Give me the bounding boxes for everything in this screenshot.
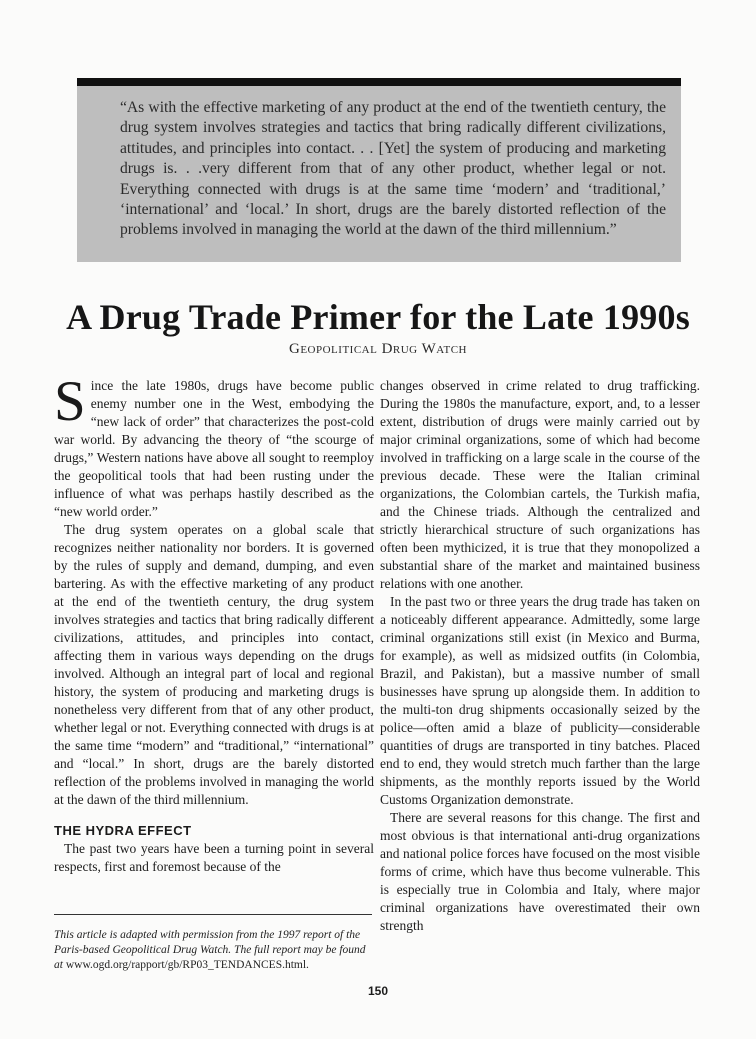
article-title: A Drug Trade Primer for the Late 1990s [66, 297, 690, 337]
page-number: 150 [367, 984, 389, 998]
pull-quote-box [77, 78, 681, 262]
footnote [54, 928, 372, 973]
section-heading: THE HYDRA EFFECT [54, 823, 192, 838]
right-column [380, 377, 700, 935]
pull-quote-text: “As with the effective marketing of any product at the end of the twentieth century, the drug system involves strategies and tactics that bring radically different civilizations, attitudes, and principles into contact. . . [Yet] the system of producing and marketing drugs is. . .very different from that of any other product, whether legal or not. Everything connected with drugs is at the same time ‘modern’ and ‘traditional,’ ‘international’ and ‘local.’ In short, drugs are the barely distorted reflection of the problems involved in managing the world at the dawn of the third millennium.” [120, 99, 666, 239]
paragraph-text: ince the late 1980s, drugs have become public enemy number one in the West, embodying the “new lack of order” that characterizes the post-cold war world. By advancing the theory of “the scourge of drugs,” Western nations have above all sought to reemploy the geopolitical tools that had been rusting under the influence of what was perhaps hastily described as the “new world order.” [54, 378, 374, 519]
footnote-divider [54, 914, 372, 915]
paragraph: The past two years have been a turning point in several respects, first and foremost because of the [54, 841, 374, 874]
byline-text: Geopolitical Drug Watch [289, 341, 467, 357]
paragraph: There are several reasons for this change. The first and most obvious is that international anti-drug organizations and national police forces have focused on the most visible forms of crime, which have thus become vulnerable. This is especially true in Colombia and Italy, where major criminal organizations have overestimated their own strength [380, 810, 700, 933]
paragraph: changes observed in crime related to drug trafficking. During the 1980s the manufacture, export, and, to a lesser extent, distribution of drugs were mainly carried out by major criminal organizations, some of which had become involved in trafficking on a large scale in the course of the previous decade. These were the Italian criminal organizations, the Colombian cartels, the Turkish mafia, and the Chinese triads. Although the centralized and strictly hierarchical structure of such organizations has often been mythicized, it is true that they monopolized a substantial share of the market and maintained business relations with one another. [380, 378, 700, 591]
footnote-text: This article is adapted with permission from the 1997 report of the Paris-based Geopolitical Drug Watch. The full report may be found at [54, 929, 366, 971]
paragraph [54, 370, 374, 521]
footnote-url: www.ogd.org/rapport/gb/RP03_TENDANCES.html. [65, 959, 309, 971]
article-byline [0, 341, 756, 358]
paragraph: In the past two or three years the drug trade has taken on a noticeably different appearance. Admittedly, some large criminal organizations still exist (in Mexico and Burma, for example), as well as midsized outfits (in Colombia, Brazil, and Pakistan), but a massive number of small businesses have sprung up alongside them. In addition to the multi-ton drug shipments occasionally seized by the police—often amid a blaze of publicity—considerable quantities of drugs are transported in tiny batches. Placed end to end, they would stretch much farther than the large shipments, as the monthly reports issued by the World Customs Organization demonstrate. [380, 594, 700, 807]
paragraph: The drug system operates on a global scale that recognizes neither nationality nor borders. It is governed by the rules of supply and demand, dumping, and even bartering. As with the effective marketing of any product at the end of the twentieth century, the drug system involves strategies and tactics that bring radically different civilizations, attitudes, and principles into contact, affecting them in various ways depending on the drugs involved. Although an integral part of local and regional history, the system of producing and marketing drugs is nonetheless very different from that of any other product, whether legal or not. Everything connected with drugs is at the same time “modern” and “traditional,” “international” and “local.” In short, drugs are the barely distorted reflection of the problems involved in managing the world at the dawn of the third millennium. [54, 522, 374, 807]
left-column [54, 370, 374, 876]
drop-cap: S [54, 370, 86, 433]
